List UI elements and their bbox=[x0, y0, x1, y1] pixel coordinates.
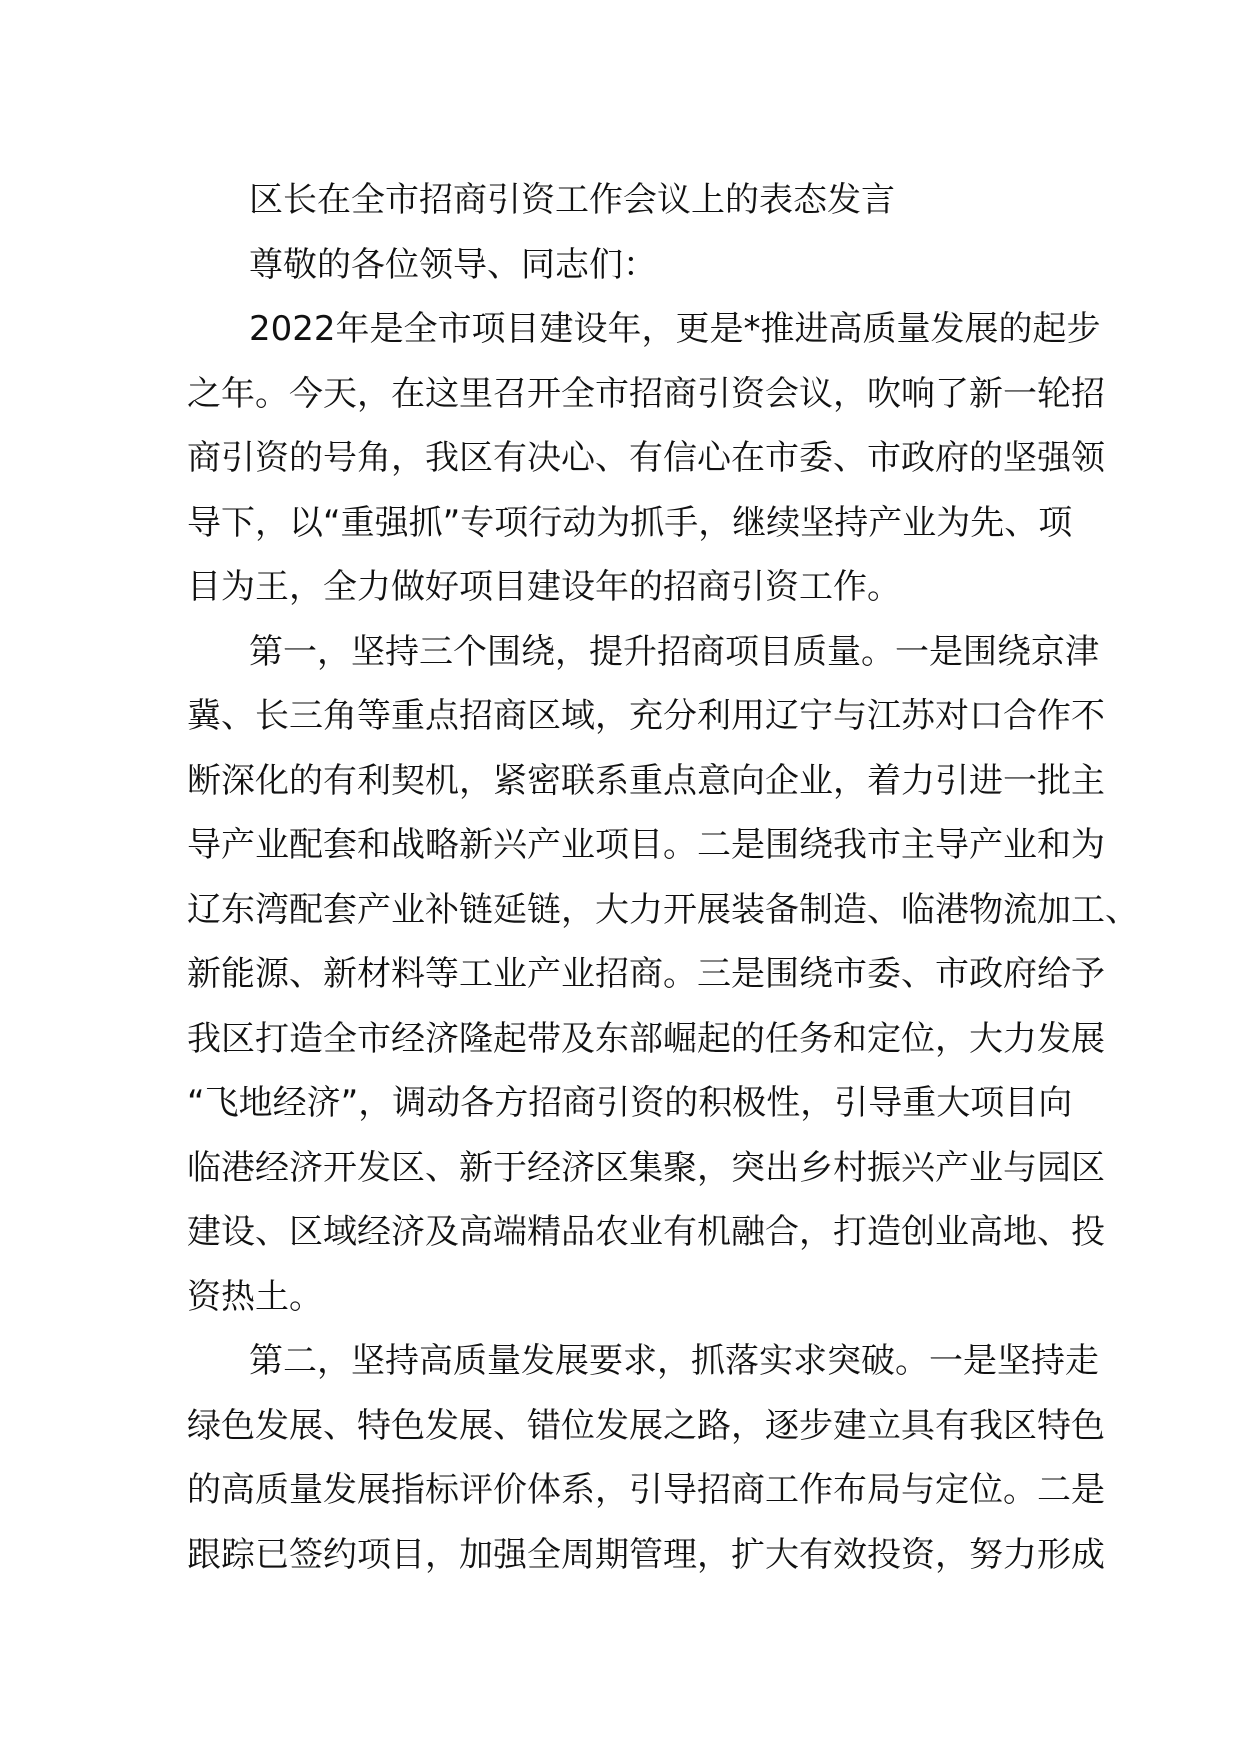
paragraph-2-line-7: 我区打造全市经济隆起带及东部崛起的任务和定位，大力发展 bbox=[187, 1018, 1105, 1059]
paragraph-2-line-8: “飞地经济”，调动各方招商引资的积极性，引导重大项目向 bbox=[187, 1083, 1073, 1123]
paragraph-3-line-2: 绿色发展、特色发展、错位发展之路，逐步建立具有我区特色 bbox=[187, 1405, 1105, 1446]
paragraph-2-line-10: 建设、区域经济及高端精品农业有机融合，打造创业高地、投 bbox=[187, 1212, 1105, 1252]
salutation: 尊敬的各位领导、同志们： bbox=[249, 244, 657, 285]
paragraph-1-line-4: 导下，以“重强抓”专项行动为抓手，继续坚持产业为先、项 bbox=[187, 502, 1073, 543]
paragraph-2-line-2: 冀、长三角等重点招商区域，充分利用辽宁与江苏对口合作不 bbox=[187, 696, 1105, 736]
paragraph-1-line-2: 之年。今天，在这里召开全市招商引资会议，吹响了新一轮招 bbox=[187, 373, 1105, 414]
paragraph-1-line-1: 2022年是全市项目建设年，更是*推进高质量发展的起步 bbox=[249, 309, 1101, 349]
paragraph-2-line-9: 临港经济开发区、新于经济区集聚，突出乡村振兴产业与园区 bbox=[187, 1147, 1105, 1188]
paragraph-2-line-5: 辽东湾配套产业补链延链，大力开展装备制造、临港物流加工、 bbox=[187, 889, 1139, 930]
document-title: 区长在全市招商引资工作会议上的表态发言 bbox=[249, 180, 895, 220]
paragraph-3-line-3: 的高质量发展指标评价体系，引导招商工作布局与定位。二是 bbox=[187, 1470, 1105, 1510]
paragraph-2-line-3: 断深化的有利契机，紧密联系重点意向企业，着力引进一批主 bbox=[187, 760, 1105, 801]
paragraph-2-line-6: 新能源、新材料等工业产业招商。三是围绕市委、市政府给予 bbox=[187, 954, 1105, 994]
paragraph-3-line-1: 第二，坚持高质量发展要求，抓落实求突破。一是坚持走 bbox=[249, 1341, 1099, 1381]
document-body bbox=[187, 168, 1139, 1587]
paragraph-2-line-11: 资热土。 bbox=[187, 1276, 323, 1317]
paragraph-1-line-3: 商引资的号角，我区有决心、有信心在市委、市政府的坚强领 bbox=[187, 438, 1105, 478]
paragraph-2-line-1: 第一，坚持三个围绕，提升招商项目质量。一是围绕京津 bbox=[249, 631, 1099, 672]
paragraph-3-line-4: 跟踪已签约项目，加强全周期管理，扩大有效投资，努力形成 bbox=[187, 1534, 1105, 1575]
paragraph-1-line-5: 目为王，全力做好项目建设年的招商引资工作。 bbox=[187, 567, 901, 607]
paragraph-2-line-4: 导产业配套和战略新兴产业项目。二是围绕我市主导产业和为 bbox=[187, 825, 1105, 865]
